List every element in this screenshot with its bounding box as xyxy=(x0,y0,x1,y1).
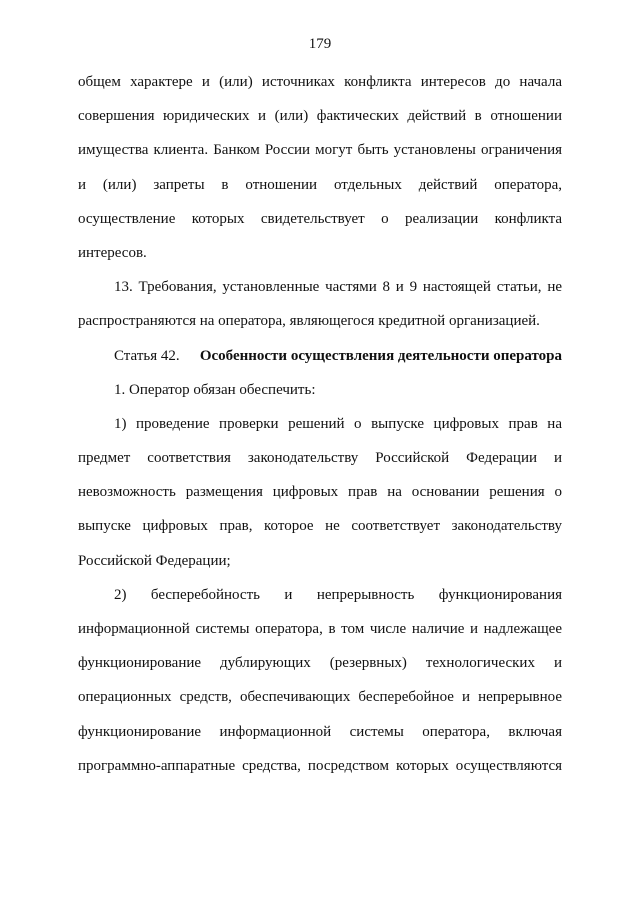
text-line: 1) проведение проверки решений о выпуске цифровых прав на xyxy=(114,415,562,432)
article-heading xyxy=(78,346,562,380)
article-title: Особенности осуществления деятельности оператора xyxy=(199,347,562,364)
page-number: 179 xyxy=(308,36,332,52)
text-line: выпуске цифровых прав, которое не соответствует законодательству xyxy=(78,518,562,535)
text-line: 13. Требования, установленные частями 8 и 9 настоящей статьи, не xyxy=(114,279,562,296)
text-line: информационной системы оператора, в том числе наличие и надлежащее xyxy=(78,621,562,637)
text-line: интересов. xyxy=(78,244,147,261)
text-line: общем характере и (или) источниках конфликта интересов до начала xyxy=(78,74,562,90)
text-line: и (или) запреты в отношении отдельных действий оператора, xyxy=(78,176,562,193)
text-line: 1. Оператор обязан обеспечить: xyxy=(114,381,316,398)
text-line: невозможность размещения цифровых прав на основании решения о xyxy=(78,484,562,501)
document-body xyxy=(78,72,562,790)
text-line: операционных средств, обеспечивающих бесперебойное и непрерывное xyxy=(78,689,562,706)
text-line: функционирование информационной системы оператора, включая xyxy=(78,723,562,740)
text-line: распространяются на оператора, являющегося кредитной организацией. xyxy=(78,313,540,330)
text-line: совершения юридических и (или) фактических действий в отношении xyxy=(78,108,562,125)
text-line: Российской Федерации; xyxy=(78,552,231,569)
article-number: Статья 42. xyxy=(114,347,180,364)
text-line: имущества клиента. Банком России могут быть установлены ограничения xyxy=(78,142,562,159)
text-line: 2) бесперебойность и непрерывность функционирования xyxy=(114,586,562,603)
text-line: функционирование дублирующих (резервных) технологических и xyxy=(78,655,562,672)
text-line: предмет соответствия законодательству Российской Федерации и xyxy=(78,450,562,467)
text-line: программно-аппаратные средства, посредством которых осуществляются xyxy=(78,757,562,774)
text-line: осуществление которых свидетельствует о реализации конфликта xyxy=(78,210,562,227)
